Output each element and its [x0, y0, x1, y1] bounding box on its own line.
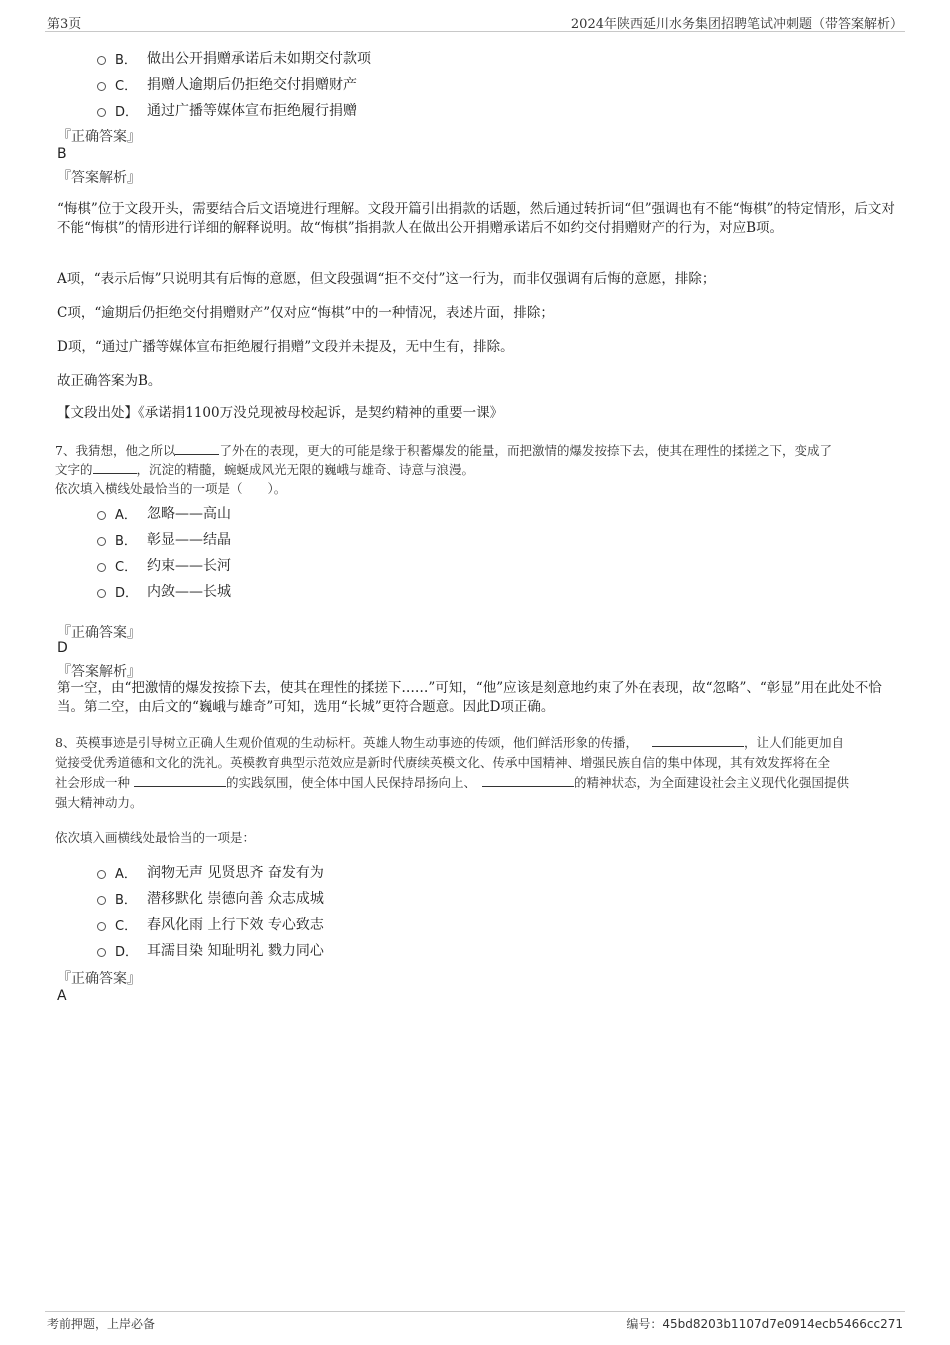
analysis-paragraph: A项，“表示后悔”只说明其有后悔的意愿，但文段强调“拒不交付”这一行为，而非仅强调有后悔的意愿，排除； [57, 271, 716, 287]
answer-label: 『正确答案』 [57, 129, 141, 145]
analysis-label: 『答案解析』 [57, 664, 141, 680]
radio-icon[interactable] [97, 563, 106, 572]
question-stem: 8、英模事迹是引导树立正确人生观价值观的生动标杆。英雄人物生动事迹的传颂，他们鲜活形象的传播， ，让人们能更加自 觉接受优秀道德和文化的洗礼。英模教育典型示范效应是新时代赓续英模文化、传承中国精神、增强民族自信的集中体现，其有效发挥将在全 社会形成一种 的实践氛围，使全体中国人民保持昂扬向上、 的精神状态，为全面建设社会主义现代化强国提供 强大精神动力。 [55, 735, 850, 810]
answer-blank [93, 460, 137, 474]
analysis-label: 『答案解析』 [57, 170, 141, 186]
option-text: 做出公开捐赠承诺后未如期交付款项 [147, 51, 371, 67]
page-number: 第3页 [47, 17, 82, 32]
answer-value: B [57, 146, 67, 162]
radio-icon[interactable] [97, 56, 106, 65]
answer-blank [652, 733, 744, 747]
option-text: 通过广播等媒体宣布拒绝履行捐赠 [147, 103, 357, 119]
option-d[interactable]: D． 耳濡目染 知耻明礼 戮力同心 [97, 940, 324, 960]
analysis-paragraph: “悔棋”位于文段开头，需要结合后文语境进行理解。文段开篇引出捐款的话题，然后通过转折词“但”强调也有不能“悔棋”的特定情形，后文对不能“悔棋”的情形进行详细的解释说明。故“悔棋”指捐款人在做出公开捐赠承诺后不如约交付捐赠财产的行为，对应B项。 [57, 201, 895, 236]
radio-icon[interactable] [97, 922, 106, 931]
header-divider [45, 31, 905, 32]
answer-value: D [57, 640, 68, 656]
option-a[interactable]: A． 润物无声 见贤思齐 奋发有为 [97, 862, 324, 882]
option-text: 春风化雨 上行下效 专心致志 [147, 917, 324, 933]
analysis-paragraph: C项，“逾期后仍拒绝交付捐赠财产”仅对应“悔棋”中的一种情况，表述片面，排除； [57, 305, 554, 321]
radio-icon[interactable] [97, 896, 106, 905]
option-text: 彰显——结晶 [147, 532, 231, 548]
analysis-paragraph: D项，“通过广播等媒体宣布拒绝履行捐赠”文段并未提及，无中生有，排除。 [57, 339, 514, 355]
radio-icon[interactable] [97, 511, 106, 520]
option-c[interactable]: C． 约束——长河 [97, 555, 231, 575]
document-title: 2024年陕西延川水务集团招聘笔试冲刺题（带答案解析） [570, 17, 903, 32]
code-value: 45bd8203b1107d7e0914ecb5466cc271 [662, 1317, 903, 1331]
answer-blank [175, 441, 219, 455]
answer-label: 『正确答案』 [57, 625, 141, 641]
radio-icon[interactable] [97, 948, 106, 957]
radio-icon[interactable] [97, 82, 106, 91]
option-d[interactable]: D． 内敛——长城 [97, 581, 231, 601]
option-text: 润物无声 见贤思齐 奋发有为 [147, 865, 324, 881]
radio-icon[interactable] [97, 537, 106, 546]
option-text: 耳濡目染 知耻明礼 戮力同心 [147, 943, 324, 959]
answer-label: 『正确答案』 [57, 971, 141, 987]
option-text: 内敛——长城 [147, 584, 231, 600]
option-text: 潜移默化 崇德向善 众志成城 [147, 891, 324, 907]
option-a[interactable]: A． 忽略——高山 [97, 503, 231, 523]
option-b[interactable]: B． 潜移默化 崇德向善 众志成城 [97, 888, 324, 908]
answer-blank [482, 773, 574, 787]
code-label: 编号： [626, 1317, 663, 1331]
option-text: 忽略——高山 [147, 506, 231, 522]
footer-slogan: 考前押题，上岸必备 [47, 1317, 156, 1331]
footer-divider [45, 1311, 905, 1312]
option-d[interactable]: D． 通过广播等媒体宣布拒绝履行捐赠 [97, 100, 357, 120]
radio-icon[interactable] [97, 589, 106, 598]
answer-value: A [57, 988, 67, 1004]
analysis-paragraph: 第一空，由“把激情的爆发按捺下去，使其在理性的揉搓下……”可知，“他”应该是刻意地约束了外在表现，故“忽略”、“彰显”用在此处不恰当。第二空，由后文的“巍峨与雄奇”可知，选用“长城”更符合题意。因此D项正确。 [57, 680, 882, 715]
question-stem: 7、我猜想，他之所以 了外在的表现，更大的可能是缘于积蓄爆发的能量，而把激情的爆发按捺下去，使其在理性的揉搓之下，变成了 文字的 ，沉淀的精髓，蜿蜒成风光无限的巍峨与雄奇、诗意与浪漫。 依次填入横线处最恰当的一项是（ ）。 [55, 443, 832, 496]
option-b[interactable]: B． 彰显——结晶 [97, 529, 231, 549]
analysis-conclusion: 故正确答案为B。 [57, 373, 162, 389]
option-text: 约束——长河 [147, 558, 231, 574]
document-code [626, 1315, 903, 1332]
question-prompt: 依次填入横线处最恰当的一项是（ ）。 [55, 481, 287, 496]
radio-icon[interactable] [97, 108, 106, 117]
option-c[interactable]: C． 捐赠人逾期后仍拒绝交付捐赠财产 [97, 74, 357, 94]
option-b[interactable]: B． 做出公开捐赠承诺后未如期交付款项 [97, 48, 371, 68]
answer-blank [134, 773, 226, 787]
radio-icon[interactable] [97, 870, 106, 879]
option-c[interactable]: C． 春风化雨 上行下效 专心致志 [97, 914, 324, 934]
question-prompt: 依次填入画横线处最恰当的一项是： [55, 830, 256, 845]
option-text: 捐赠人逾期后仍拒绝交付捐赠财产 [147, 77, 357, 93]
source-citation: 【文段出处】《承诺捐1100万没兑现被母校起诉，是契约精神的重要一课》 [57, 405, 504, 421]
